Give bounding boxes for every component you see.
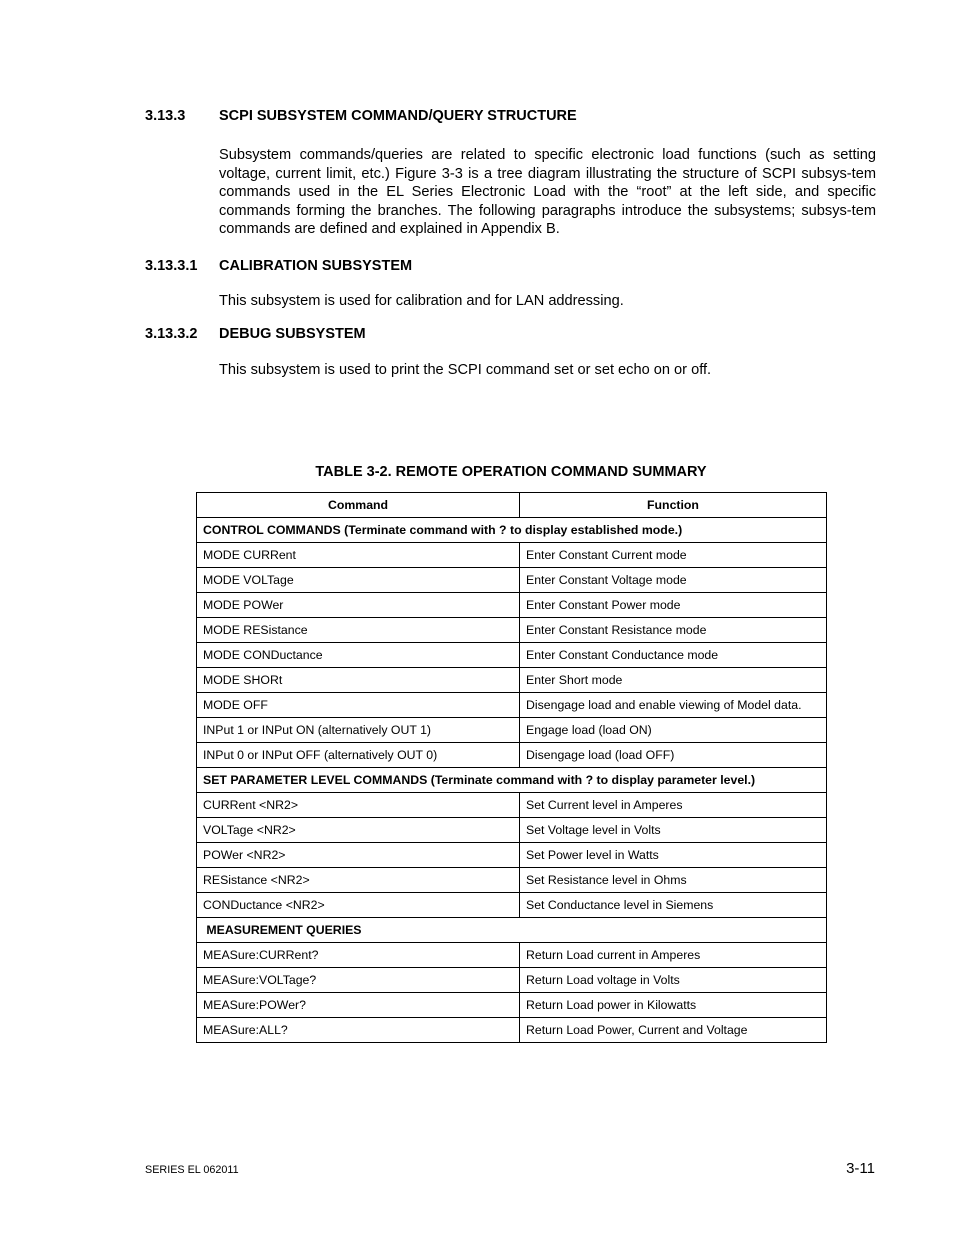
command-cell: MEASure:VOLTage? xyxy=(197,968,520,993)
group-label: MEASUREMENT QUERIES xyxy=(197,918,827,943)
table-row xyxy=(197,593,827,618)
table-row xyxy=(197,968,827,993)
command-cell: INPut 1 or INPut ON (alternatively OUT 1) xyxy=(197,718,520,743)
command-cell: POWer <NR2> xyxy=(197,843,520,868)
table-row xyxy=(197,693,827,718)
function-cell: Set Conductance level in Siemens xyxy=(520,893,827,918)
function-cell: Set Current level in Amperes xyxy=(520,793,827,818)
command-cell: INPut 0 or INPut OFF (alternatively OUT 0) xyxy=(197,743,520,768)
table-row xyxy=(197,668,827,693)
function-cell: Return Load voltage in Volts xyxy=(520,968,827,993)
function-cell: Return Load Power, Current and Voltage xyxy=(520,1018,827,1043)
table-row xyxy=(197,568,827,593)
table-header-row xyxy=(197,493,827,518)
section-heading xyxy=(145,108,577,124)
function-cell: Disengage load and enable viewing of Model data. xyxy=(520,693,827,718)
command-cell: MODE SHORt xyxy=(197,668,520,693)
command-cell: MODE CONDuctance xyxy=(197,643,520,668)
table-row xyxy=(197,743,827,768)
table-row xyxy=(197,1018,827,1043)
function-cell: Set Voltage level in Volts xyxy=(520,818,827,843)
group-row-measurement xyxy=(197,918,827,943)
command-cell: MODE RESistance xyxy=(197,618,520,643)
command-cell: MEASure:ALL? xyxy=(197,1018,520,1043)
section-paragraph: Subsystem commands/queries are related to specific electronic load functions (such as setting voltage, current limit, etc.) Figure 3-3 is a tree diagram illustrating the structure of SCPI subsys-tem commands used in the EL Series Electronic Load with the “root” at the left side, and specific commands forming the branches. The following paragraphs introduce the subsystems; subsys-tem commands are defined and explained in Appendix B. xyxy=(219,147,876,238)
command-cell: MODE OFF xyxy=(197,693,520,718)
function-cell: Engage load (load ON) xyxy=(520,718,827,743)
function-cell: Enter Constant Power mode xyxy=(520,593,827,618)
group-row-set-parameter xyxy=(197,768,827,793)
table-row xyxy=(197,643,827,668)
table-row xyxy=(197,943,827,968)
table-row xyxy=(197,793,827,818)
function-cell: Enter Short mode xyxy=(520,668,827,693)
footer-series-label: SERIES EL 062011 xyxy=(145,1164,239,1176)
section-heading xyxy=(145,258,412,274)
section-heading xyxy=(145,326,366,342)
table-row xyxy=(197,843,827,868)
table-row xyxy=(197,993,827,1018)
section-title: DEBUG SUBSYSTEM xyxy=(219,326,366,342)
function-cell: Disengage load (load OFF) xyxy=(520,743,827,768)
function-cell: Return Load power in Kilowatts xyxy=(520,993,827,1018)
command-cell: VOLTage <NR2> xyxy=(197,818,520,843)
column-header-function: Function xyxy=(520,493,827,518)
command-cell: MODE CURRent xyxy=(197,543,520,568)
table-row xyxy=(197,718,827,743)
table-row xyxy=(197,893,827,918)
command-cell: RESistance <NR2> xyxy=(197,868,520,893)
group-label: CONTROL COMMANDS (Terminate command with ? to display established mode.) xyxy=(197,518,827,543)
group-row-control xyxy=(197,518,827,543)
command-cell: CURRent <NR2> xyxy=(197,793,520,818)
function-cell: Enter Constant Conductance mode xyxy=(520,643,827,668)
column-header-command: Command xyxy=(197,493,520,518)
command-cell: MEASure:CURRent? xyxy=(197,943,520,968)
section-paragraph: This subsystem is used for calibration and for LAN addressing. xyxy=(219,293,624,309)
section-number: 3.13.3 xyxy=(145,108,186,124)
table-caption: TABLE 3-2. REMOTE OPERATION COMMAND SUMMARY xyxy=(315,464,707,480)
command-cell: MODE VOLTage xyxy=(197,568,520,593)
page-number: 3-11 xyxy=(846,1160,875,1177)
table-row xyxy=(197,868,827,893)
function-cell: Enter Constant Voltage mode xyxy=(520,568,827,593)
function-cell: Return Load current in Amperes xyxy=(520,943,827,968)
section-number: 3.13.3.2 xyxy=(145,326,198,342)
section-paragraph: This subsystem is used to print the SCPI command set or set echo on or off. xyxy=(219,362,712,378)
command-cell: MODE POWer xyxy=(197,593,520,618)
table-row xyxy=(197,543,827,568)
function-cell: Enter Constant Current mode xyxy=(520,543,827,568)
function-cell: Enter Constant Resistance mode xyxy=(520,618,827,643)
command-cell: MEASure:POWer? xyxy=(197,993,520,1018)
function-cell: Set Power level in Watts xyxy=(520,843,827,868)
command-summary-table xyxy=(196,492,827,1043)
group-label: SET PARAMETER LEVEL COMMANDS (Terminate command with ? to display parameter level.) xyxy=(197,768,827,793)
table-row xyxy=(197,618,827,643)
section-number: 3.13.3.1 xyxy=(145,258,198,274)
function-cell: Set Resistance level in Ohms xyxy=(520,868,827,893)
command-cell: CONDuctance <NR2> xyxy=(197,893,520,918)
section-title: CALIBRATION SUBSYSTEM xyxy=(219,258,413,274)
table-row xyxy=(197,818,827,843)
section-title: SCPI SUBSYSTEM COMMAND/QUERY STRUCTURE xyxy=(219,108,577,124)
